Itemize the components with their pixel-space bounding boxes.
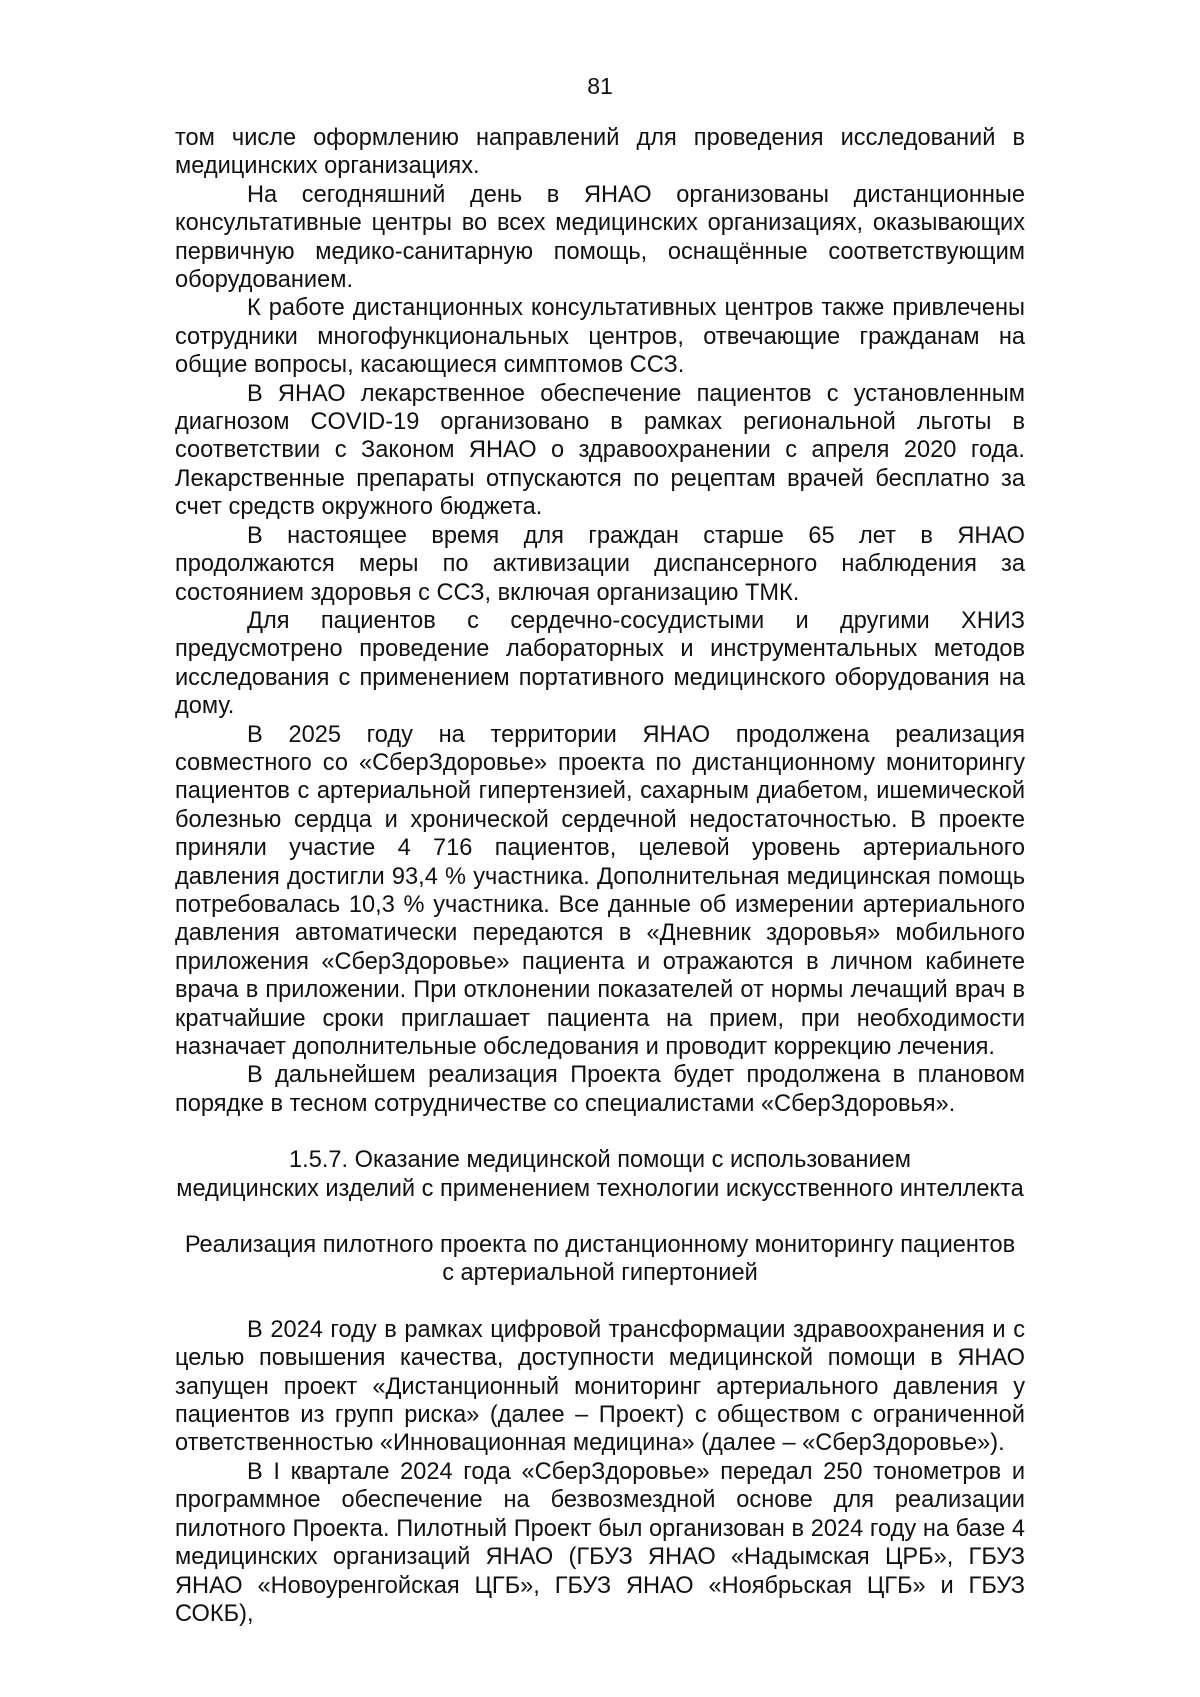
paragraph: К работе дистанционных консультативных центров также привлечены сотрудники многофункциональных центров, отвечающие гражданам на общие вопросы, касающиеся симптомов ССЗ.	[175, 295, 1025, 379]
section-heading-line: 1.5.7. Оказание медицинской помощи с использованием	[289, 1147, 911, 1174]
section-heading	[175, 1146, 1025, 1203]
section-heading-line: медицинских изделий с применением технологии искусственного интеллекта	[176, 1175, 1024, 1202]
paragraph: В настоящее время для граждан старше 65 лет в ЯНАО продолжаются меры по активизации диспансерного наблюдения за состоянием здоровья с ССЗ, включая организацию ТМК.	[175, 522, 1025, 606]
paragraph: В 2025 году на территории ЯНАО продолжена реализация совместного со «СберЗдоровье» проекта по дистанционному мониторингу пациентов с артериальной гипертензией, сахарным диабетом, ишемической болезнью сердца и хронической сердечной недостаточностью. В проекте приняли участие 4 716 пациентов, целевой уровень артериального давления достигли 93,4 % участника. Дополнительная медицинская помощь потребовалась 10,3 % участника. Все данные об измерении артериального давления автоматически передаются в «Дневник здоровья» мобильного приложения «СберЗдоровье» пациента и отражаются в личном кабинете врача в приложении. При отклонении показателей от нормы лечащий врач в кратчайшие сроки приглашает пациента на прием, при необходимости назначает дополнительные обследования и проводит коррекцию лечения.	[175, 721, 1025, 1060]
paragraph: В дальнейшем реализация Проекта будет продолжена в плановом порядке в тесном сотрудничестве со специалистами «СберЗдоровья».	[175, 1062, 1025, 1117]
document-body	[175, 124, 1025, 1628]
paragraph-continuation: том числе оформлению направлений для проведения исследований в медицинских организациях.	[175, 125, 1025, 180]
paragraph: В 2024 году в рамках цифровой трансформации здравоохранения и с целью повышения качества, доступности медицинской помощи в ЯНАО запущен проект «Дистанционный мониторинг артериального давления у пациентов из групп риска» (далее – Проект) с обществом с ограниченной ответственностью «Инновационная медицина» (далее – «СберЗдоровье»).	[175, 1316, 1025, 1457]
paragraph: На сегодняшний день в ЯНАО организованы дистанционные консультативные центры во всех медицинских организациях, оказывающих первичную медико-санитарную помощь, оснащённые соответствующим оборудованием.	[175, 181, 1025, 294]
subheading	[175, 1231, 1025, 1288]
paragraph: В I квартале 2024 года «СберЗдоровье» передал 250 тонометров и программное обеспечение на безвозмездной основе для реализации пилотного Проекта. Пилотный Проект был организован в 2024 году на базе 4 медицинских организаций ЯНАО (ГБУЗ ЯНАО «Надымская ЦРБ», ГБУЗ ЯНАО «Новоуренгойская ЦГБ», ГБУЗ ЯНАО «Ноябрьская ЦГБ» и ГБУЗ СОКБ),	[175, 1458, 1025, 1627]
page-number: 81	[587, 73, 613, 99]
paragraph: В ЯНАО лекарственное обеспечение пациентов с установленным диагнозом COVID-19 организовано в рамках региональной льготы в соответствии с Законом ЯНАО о здравоохранении с апреля 2020 года. Лекарственные препараты отпускаются по рецептам врачей бесплатно за счет средств окружного бюджета.	[175, 380, 1025, 521]
subheading-line: Реализация пилотного проекта по дистанционному мониторингу пациентов	[184, 1232, 1016, 1259]
subheading-line: с артериальной гипертонией	[442, 1260, 758, 1287]
paragraph: Для пациентов с сердечно-сосудистыми и другими ХНИЗ предусмотрено проведение лабораторных и инструментальных методов исследования с применением портативного медицинского оборудования на дому.	[175, 607, 1025, 720]
